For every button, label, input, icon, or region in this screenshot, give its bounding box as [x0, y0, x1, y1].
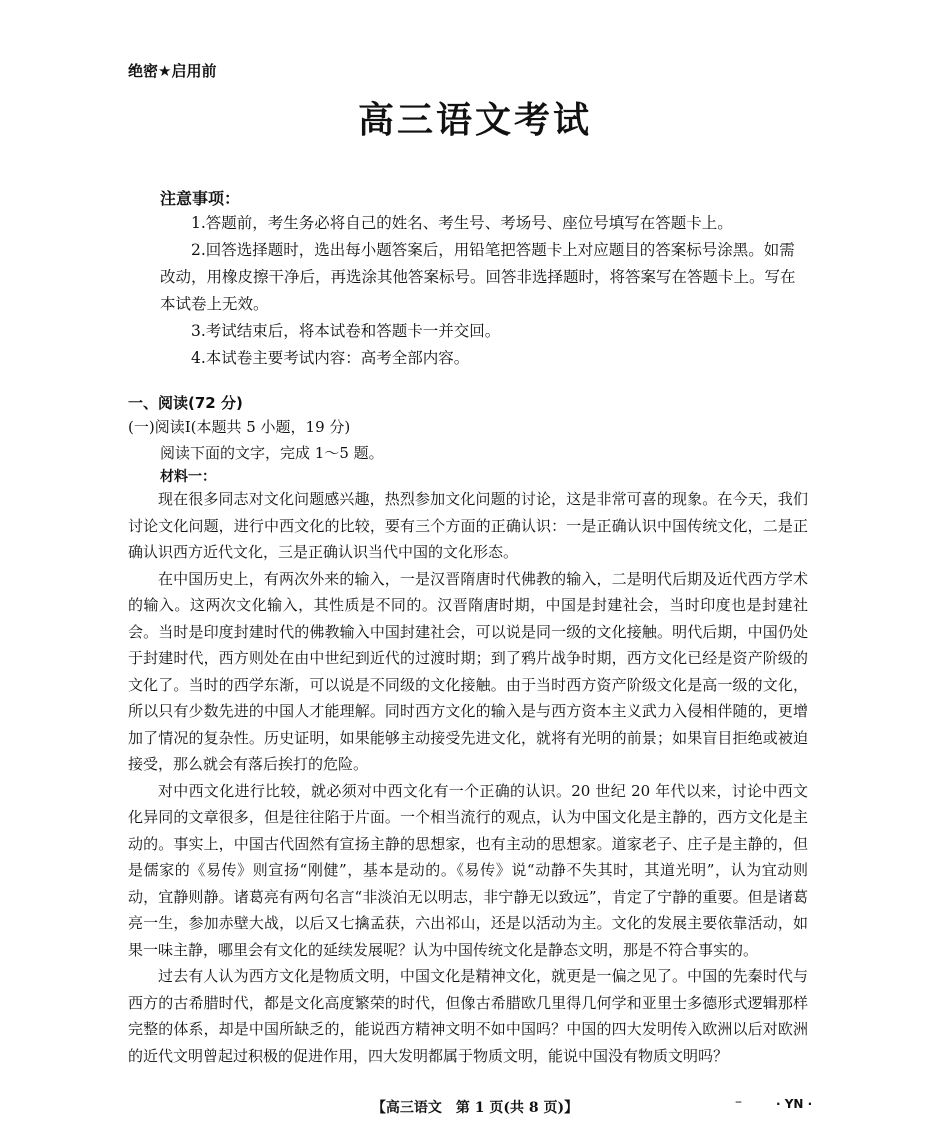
footer-tag: · YN ·	[776, 1097, 813, 1111]
material-label: 材料一：	[160, 469, 216, 485]
notice-item: 1.答题前，考生务必将自己的姓名、考生号、考场号、座位号填写在答题卡上。	[191, 214, 733, 232]
section-instruction: 阅读下面的文字，完成 1～5 题。	[160, 444, 384, 462]
paragraph: 对中西文化进行比较，就必须对中西文化有一个正确的认识。20 世纪 20 年代以来，讨论中西文化异同的文章很多，但是往往陷于片面。一个相当流行的观点，认为中国文化是主静的，西方文化是主动的。事实上，中国古代固然有宣扬主静的思想家，也有主动的思想家。道家老子、庄子是主静的，但是儒家的《易传》则宣扬“刚健”，基本是动的。《易传》说“动静不失其时，其道光明”，认为宜动则动，宜静则静。诸葛亮有两句名言“非淡泊无以明志，非宁静无以致远”，肯定了宁静的重要。但是诸葛亮一生，参加赤壁大战，以后又七擒孟获，六出祁山，还是以活动为主。文化的发展主要依靠活动，如果一味主静，哪里会有文化的延续发展呢？认为中国传统文化是静态文明，那是不符合事实的。	[128, 781, 808, 959]
notice-item: 2.回答选择题时，选出每小题答案后，用铅笔把答题卡上对应题目的答案标号涂黑。如需改动，用橡皮擦干净后，再选涂其他答案标号。回答非选择题时，将答案写在答题卡上。写在本试卷上无效。	[160, 241, 796, 313]
paragraph: 现在很多同志对文化问题感兴趣，热烈参加文化问题的讨论，这是非常可喜的现象。在今天，我们讨论文化问题，进行中西文化的比较，要有三个方面的正确认识：一是正确认识中国传统文化，二是正确认识西方近代文化，三是正确认识当代中国的文化形态。	[128, 490, 808, 561]
paragraph: 过去有人认为西方文化是物质文明，中国文化是精神文化，就更是一偏之见了。中国的先秦时代与西方的古希腊时代，都是文化高度繁荣的时代，但像古希腊欧几里得几何学和亚里士多德形式逻辑那样完整的体系，却是中国所缺乏的，能说西方精神文明不如中国吗？中国的四大发明传入欧洲以后对欧洲的近代文明曾起过积极的促进作用，四大发明都属于物质文明，能说中国没有物质文明吗？	[128, 967, 808, 1065]
notice-item: 3.考试结束后，将本试卷和答题卡一并交回。	[191, 322, 501, 340]
paragraph: 在中国历史上，有两次外来的输入，一是汉晋隋唐时代佛教的输入，二是明代后期及近代西方学术的输入。这两次文化输入，其性质是不同的。汉晋隋唐时期，中国是封建社会，当时印度也是封建社会。当时是印度封建时代的佛教输入中国封建社会，可以说是同一级的文化接触。明代后期，中国仍处于封建时代，西方则处在由中世纪到近代的过渡时期；到了鸦片战争时期，西方文化已经是资产阶级的文化了。当时的西学东渐，可以说是不同级的文化接触。由于当时西方资产阶级文化是高一级的文化，所以只有少数先进的中国人才能理解。同时西方文化的输入是与西方资本主义武力入侵相伴随的，更增加了情况的复杂性。历史证明，如果能够主动接受先进文化，就将有光明的前景；如果盲目拒绝或被迫接受，那么就会有落后挨打的危险。	[128, 569, 808, 773]
section-subtitle: (一)阅读Ⅰ(本题共 5 小题，19 分)	[128, 418, 351, 436]
page-footer: 【高三语文 第 1 页(共 8 页)】	[371, 1100, 579, 1116]
section-title: 一、阅读(72 分)	[128, 394, 243, 412]
notice-heading: 注意事项：	[160, 189, 241, 208]
notice-item: 4.本试卷主要考试内容：高考全部内容。	[191, 349, 470, 367]
page-title: 高三语文考试	[357, 100, 592, 141]
confidential-label: 绝密★启用前	[128, 62, 217, 80]
footer-dash: –	[735, 1094, 742, 1110]
notice-list	[160, 210, 800, 372]
reading-text	[128, 486, 808, 1069]
